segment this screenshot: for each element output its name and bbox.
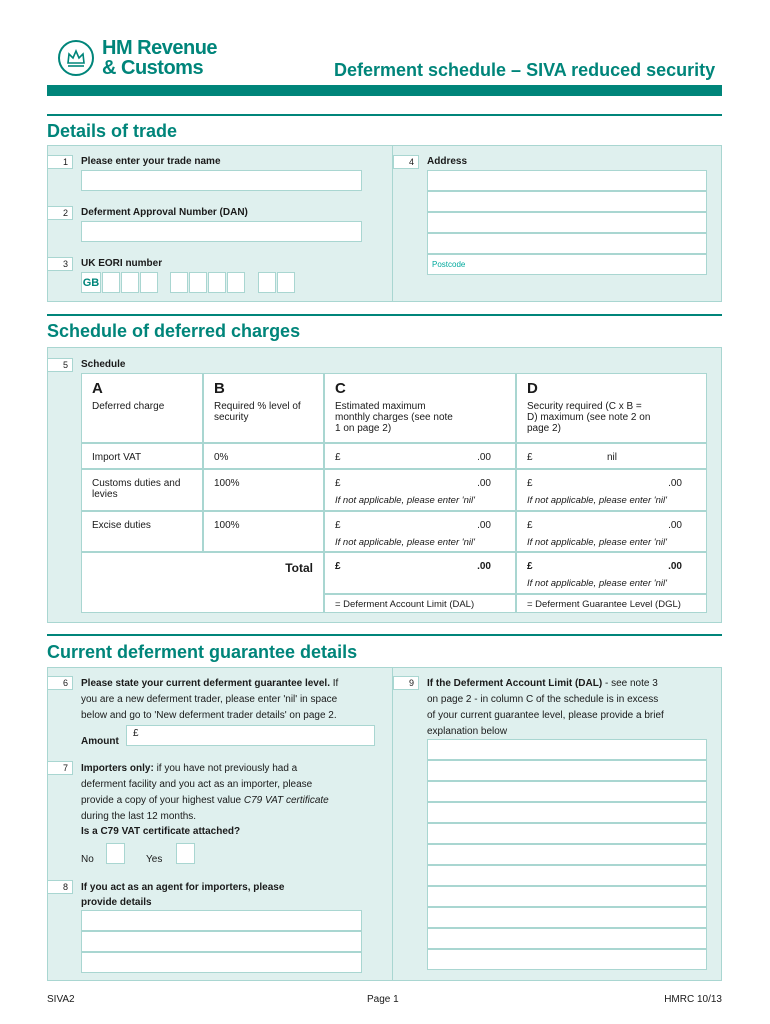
q8-line2: provide details <box>81 897 152 908</box>
question-number-4: 4 <box>393 155 419 169</box>
currency-symbol: £ <box>133 728 139 739</box>
amount-suffix: .00 <box>477 520 491 531</box>
q6-line2: you are a new deferment trader, please enter 'nil' in space <box>81 694 338 705</box>
q9-line3: of your current guarantee level, please provide a brief <box>427 710 664 721</box>
table-row <box>81 469 203 511</box>
explanation-line-7[interactable] <box>427 865 707 886</box>
q9-line2: on page 2 - in column C of the schedule is in excess <box>427 694 659 705</box>
question-number-1: 1 <box>47 155 73 169</box>
page-number: Page 1 <box>367 994 399 1005</box>
panel-divider <box>392 146 393 301</box>
question-number-8: 8 <box>47 880 73 894</box>
explanation-line-1[interactable] <box>427 739 707 760</box>
charge-name: Customs duties and levies <box>92 478 181 500</box>
form-version: HMRC 10/13 <box>664 994 722 1005</box>
address-label: Address <box>427 156 468 167</box>
table-cell <box>203 511 324 552</box>
charge-name: Import VAT <box>92 452 142 463</box>
section-heading-schedule: Schedule of deferred charges <box>47 321 301 341</box>
eori-digit-box[interactable] <box>170 272 188 293</box>
schedule-label: Schedule <box>81 359 126 370</box>
currency-symbol: £ <box>527 452 533 463</box>
address-line-1[interactable] <box>427 170 707 191</box>
nil-hint: If not applicable, please enter 'nil' <box>527 537 667 548</box>
no-checkbox[interactable] <box>106 843 125 864</box>
explanation-line-10[interactable] <box>427 928 707 949</box>
column-header-a <box>81 373 203 443</box>
estimated-charge-input[interactable] <box>324 469 516 511</box>
agent-details-line-3[interactable] <box>81 952 362 973</box>
eori-digit-box[interactable] <box>121 272 139 293</box>
explanation-line-5[interactable] <box>427 823 707 844</box>
eori-digit-box[interactable] <box>208 272 226 293</box>
estimated-charge-input[interactable] <box>324 511 516 552</box>
column-desc-d: Security required (C x B = D) maximum (see note 2 on page 2) <box>527 401 651 434</box>
currency-symbol: £ <box>527 520 533 531</box>
address-line-4[interactable] <box>427 233 707 254</box>
total-row <box>81 552 324 613</box>
q6-line1: If <box>330 678 339 689</box>
brand-line-2: & Customs <box>102 57 204 79</box>
eori-digit-box[interactable] <box>102 272 120 293</box>
q7-line1: if you have not previously had a <box>153 763 298 774</box>
header-bar <box>47 85 722 96</box>
column-letter-b: B <box>214 380 225 397</box>
q6-bold: Please state your current deferment guarantee level. <box>81 678 330 689</box>
explanation-line-8[interactable] <box>427 886 707 907</box>
q7-line4: during the last 12 months. <box>81 811 197 822</box>
brand-line-1: HM Revenue <box>102 37 218 59</box>
total-security-input[interactable] <box>516 552 707 594</box>
charge-name: Excise duties <box>92 520 151 531</box>
amount-label: Amount <box>81 736 119 747</box>
column-letter-c: C <box>335 380 346 397</box>
currency-symbol: £ <box>335 478 341 489</box>
yes-checkbox[interactable] <box>176 843 195 864</box>
q9-text <box>427 676 717 740</box>
nil-hint: If not applicable, please enter 'nil' <box>335 537 475 548</box>
q9-line1: - see note 3 <box>602 678 658 689</box>
section-heading-details: Details of trade <box>47 121 178 141</box>
nil-value: nil <box>607 452 618 463</box>
explanation-line-11[interactable] <box>427 949 707 970</box>
security-percent: 100% <box>214 520 240 531</box>
guarantee-amount-input[interactable] <box>126 725 375 746</box>
column-header-c <box>324 373 516 443</box>
question-number-7: 7 <box>47 761 73 775</box>
dan-input[interactable] <box>81 221 362 242</box>
form-code: SIVA2 <box>47 994 75 1005</box>
table-row <box>81 443 203 469</box>
q8-line1: If you act as an agent for importers, please <box>81 882 285 893</box>
yes-label: Yes <box>146 854 163 865</box>
eori-digit-box[interactable] <box>258 272 276 293</box>
q6-text <box>81 676 381 724</box>
q7-line3-italic: C79 VAT certificate <box>243 795 329 806</box>
section-heading-guarantee: Current deferment guarantee details <box>47 642 358 662</box>
nil-hint: If not applicable, please enter 'nil' <box>527 578 667 589</box>
amount-suffix: .00 <box>668 478 682 489</box>
nil-hint: If not applicable, please enter 'nil' <box>527 495 667 506</box>
table-cell <box>203 469 324 511</box>
dal-label: = Deferment Account Limit (DAL) <box>324 594 516 613</box>
q7-text <box>81 761 381 825</box>
total-label: Total <box>285 561 313 575</box>
question-number-3: 3 <box>47 257 73 271</box>
agent-details-line-2[interactable] <box>81 931 362 952</box>
table-cell <box>203 443 324 469</box>
column-desc-a: Deferred charge <box>92 401 165 412</box>
column-letter-a: A <box>92 380 103 397</box>
dgl-label: = Deferment Guarantee Level (DGL) <box>516 594 707 613</box>
column-header-d <box>516 373 707 443</box>
security-percent: 0% <box>214 452 229 463</box>
eori-digit-box[interactable] <box>277 272 295 293</box>
nil-hint: If not applicable, please enter 'nil' <box>335 495 475 506</box>
estimated-charge-input[interactable] <box>324 443 516 469</box>
question-number-6: 6 <box>47 676 73 690</box>
question-number-9: 9 <box>393 676 419 690</box>
q8-text <box>81 880 284 910</box>
total-charge-input[interactable] <box>324 552 516 594</box>
currency-symbol: £ <box>335 452 341 463</box>
currency-symbol: £ <box>335 561 341 572</box>
currency-symbol: £ <box>527 561 533 572</box>
security-required-input[interactable] <box>516 469 707 511</box>
question-number-2: 2 <box>47 206 73 220</box>
currency-symbol: £ <box>335 520 341 531</box>
section-rule <box>47 114 722 116</box>
section-rule <box>47 314 722 316</box>
security-required-input[interactable] <box>516 511 707 552</box>
amount-suffix: .00 <box>477 452 491 463</box>
amount-suffix: .00 <box>477 561 491 572</box>
crest-icon <box>60 42 92 74</box>
no-label: No <box>81 854 94 865</box>
eori-prefix: GB <box>81 272 101 293</box>
column-header-b <box>203 373 324 443</box>
q9-bold: If the Deferment Account Limit (DAL) <box>427 678 603 689</box>
currency-symbol: £ <box>527 478 533 489</box>
q6-line3: below and go to 'New deferment trader details' on page 2. <box>81 710 337 721</box>
column-letter-d: D <box>527 380 538 397</box>
eori-digit-box[interactable] <box>227 272 245 293</box>
explanation-line-9[interactable] <box>427 907 707 928</box>
question-number-5: 5 <box>47 358 73 372</box>
eori-digit-box[interactable] <box>189 272 207 293</box>
page-title: Deferment schedule – SIVA reduced security <box>334 60 716 80</box>
q7-line3: provide a copy of your highest value <box>81 795 244 806</box>
amount-suffix: .00 <box>668 520 682 531</box>
c79-question: Is a C79 VAT certificate attached? <box>81 826 241 837</box>
agent-details-line-1[interactable] <box>81 910 362 931</box>
column-desc-c: Estimated maximum monthly charges (see note 1 on page 2) <box>335 401 453 434</box>
panel-divider <box>392 668 393 980</box>
dan-label: Deferment Approval Number (DAN) <box>81 207 248 218</box>
address-line-3[interactable] <box>427 212 707 233</box>
address-line-2[interactable] <box>427 191 707 212</box>
q7-line2: deferment facility and you act as an importer, please <box>81 779 313 790</box>
crown-logo-icon <box>58 40 94 76</box>
explanation-line-2[interactable] <box>427 760 707 781</box>
amount-suffix: .00 <box>477 478 491 489</box>
explanation-line-4[interactable] <box>427 802 707 823</box>
brand-logo-text <box>102 38 217 78</box>
amount-suffix: .00 <box>668 561 682 572</box>
q7-bold: Importers only: <box>81 763 154 774</box>
explanation-line-6[interactable] <box>427 844 707 865</box>
eori-label: UK EORI number <box>81 258 163 269</box>
table-row <box>81 511 203 552</box>
explanation-line-3[interactable] <box>427 781 707 802</box>
section-rule <box>47 634 722 636</box>
postcode-input[interactable]: Postcode <box>427 254 707 275</box>
security-required-input[interactable] <box>516 443 707 469</box>
trade-name-input[interactable] <box>81 170 362 191</box>
column-desc-b: Required % level of security <box>214 401 301 423</box>
trade-name-label: Please enter your trade name <box>81 156 221 167</box>
q9-line4: explanation below <box>427 726 508 737</box>
security-percent: 100% <box>214 478 240 489</box>
eori-digit-box[interactable] <box>140 272 158 293</box>
